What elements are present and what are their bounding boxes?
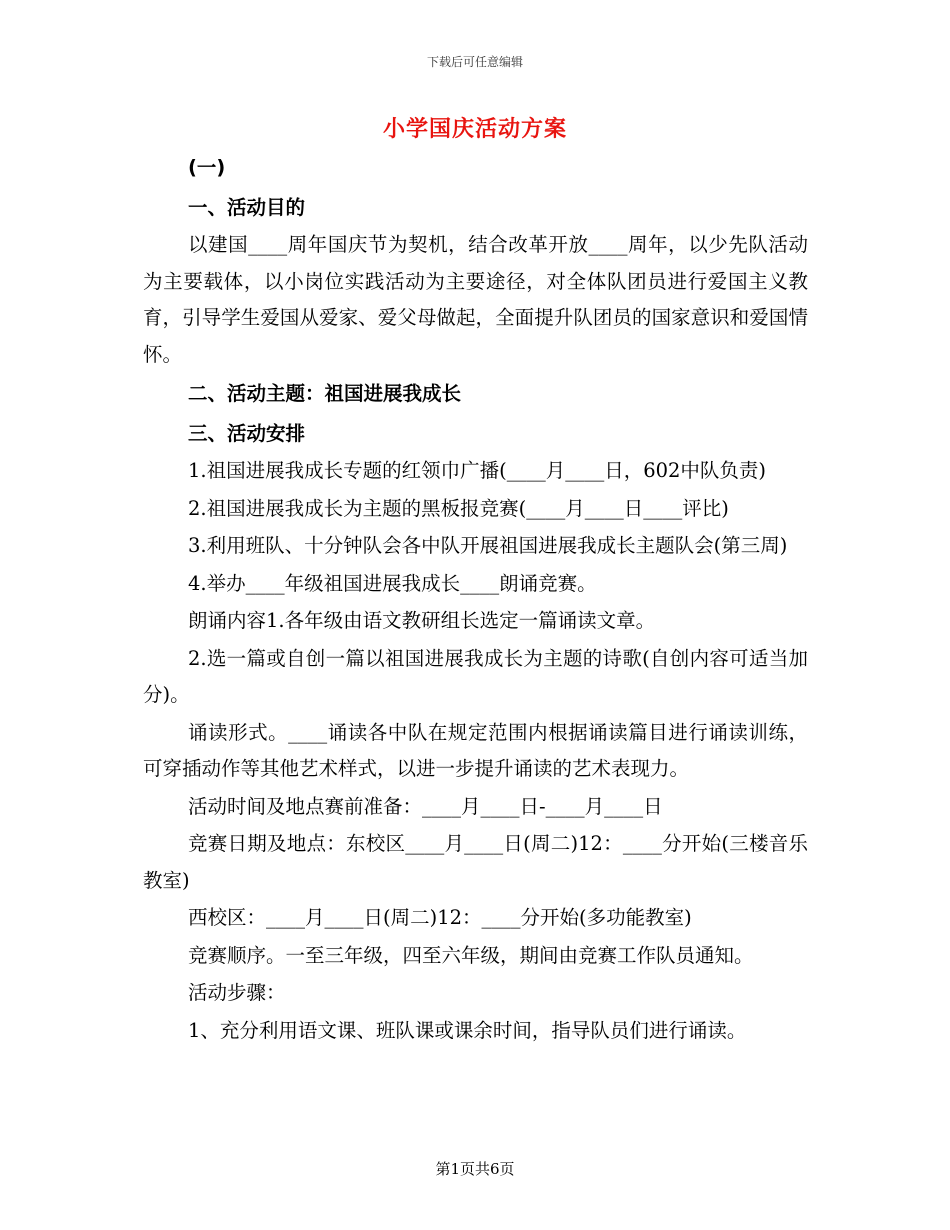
step-1: 1、充分利用语文课、班队课或课余时间，指导队员们进行诵读。	[188, 1018, 747, 1042]
header-note: 下载后可任意编辑	[426, 55, 523, 69]
competition-order: 竞赛顺序。一至三年级，四至六年级，期间由竞赛工作队员通知。	[188, 943, 754, 967]
page-footer: 第1页共6页	[435, 1160, 515, 1178]
section1-body: 以建国____周年国庆节为契机，结合改革开放____周年，以少先队活动为主要载体，以小岗位实践活动为主要途径，对全体队团员进行爱国主义教育，引导学生爱国从爱家、爱父母做起，全面提升队团员的国家意识和爱国情怀。	[143, 233, 808, 366]
arrangement-item-3: 3.利用班队、十分钟队会各中队开展祖国进展我成长主题队会(第三周)	[188, 534, 788, 557]
recital-content-2: 2.选一篇或自创一篇以祖国进展我成长为主题的诗歌(自创内容可适当加分)。	[143, 646, 808, 706]
recital-form: 诵读形式。____诵读各中队在规定范围内根据诵读篇目进行诵读训练，可穿插动作等其他艺术样式，以进一步提升诵读的艺术表现力。	[143, 720, 808, 780]
arrangement-item-2: 2.祖国进展我成长为主题的黑板报竞赛(____月____日____评比)	[188, 496, 729, 520]
west-campus-schedule: 西校区：____月____日(周二)12：____分开始(多功能教室)	[188, 906, 692, 929]
section3-heading: 三、活动安排	[188, 421, 306, 445]
prep-time: 活动时间及地点赛前准备：____月____日-____月____日	[188, 794, 663, 818]
arrangement-item-4: 4.举办____年级祖国进展我成长____朗诵竞赛。	[188, 571, 597, 595]
section1-heading: 一、活动目的	[188, 195, 306, 219]
section2-heading: 二、活动主题：祖国进展我成长	[188, 382, 462, 405]
document-title: 小学国庆活动方案	[382, 116, 567, 142]
arrangement-item-1: 1.祖国进展我成长专题的红领巾广播(____月____日，602中队负责)	[188, 459, 767, 482]
steps-label: 活动步骤：	[188, 981, 286, 1004]
east-campus-schedule: 竞赛日期及地点：东校区____月____日(周二)12：____分开始(三楼音乐教室)	[143, 832, 808, 892]
recital-content-1: 朗诵内容1.各年级由语文教研组长选定一篇诵读文章。	[188, 609, 656, 632]
document-body	[143, 150, 808, 1049]
part-label: (一)	[188, 156, 226, 179]
